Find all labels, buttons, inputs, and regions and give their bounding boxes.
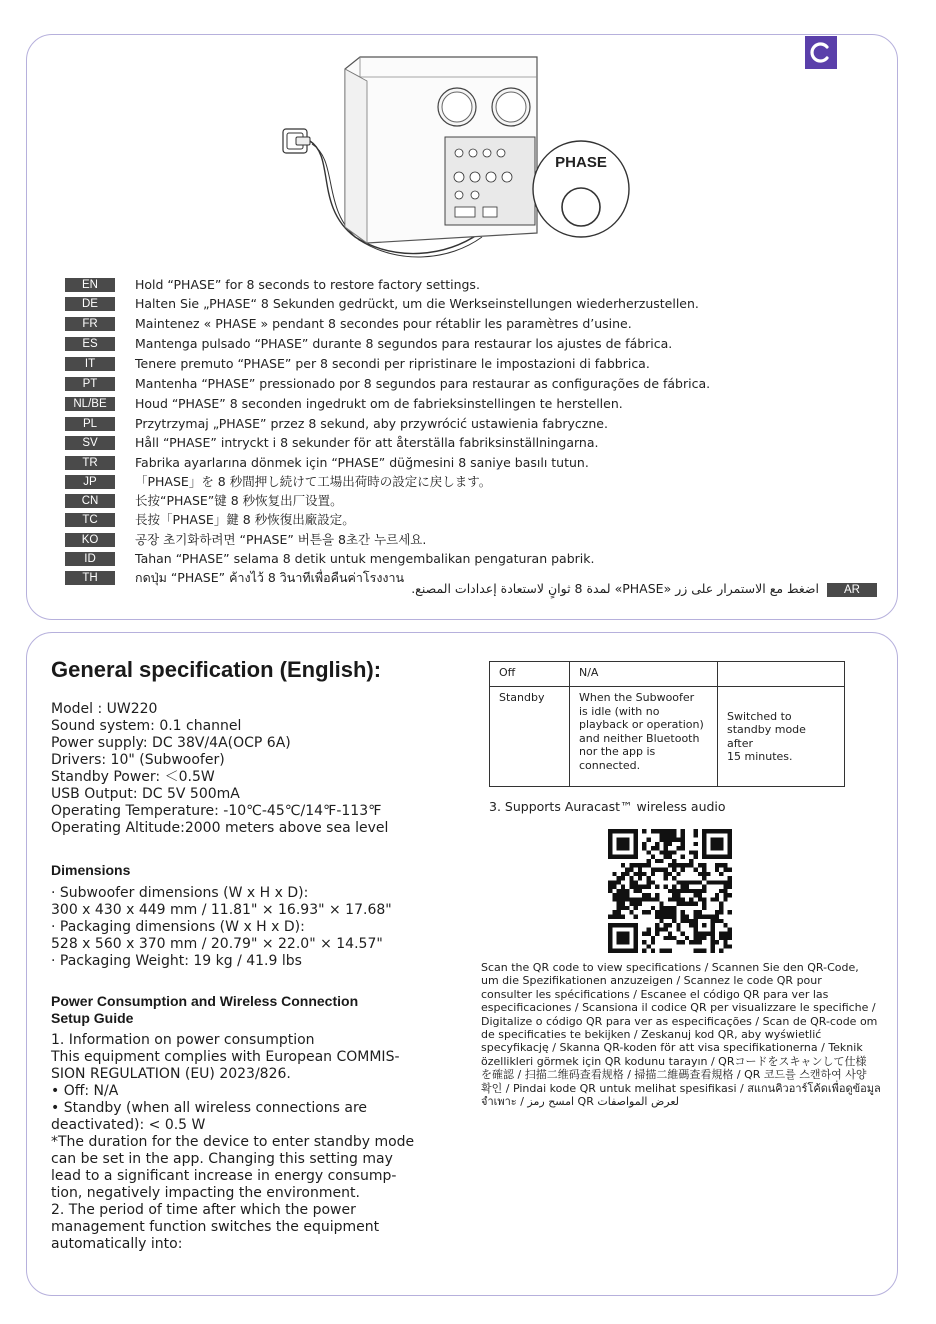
spec-line: USB Output: DC 5V 500mA — [51, 786, 240, 802]
power-line: automatically into: — [51, 1236, 183, 1252]
qr-caption-line: specyfikację / Skanna QR-koden för att visa specifikationerna / Teknik — [481, 1041, 863, 1055]
lang-text: Halten Sie „PHASE“ 8 Sekunden gedrückt, um die Werkseinstellungen wiederherzustellen. — [135, 296, 699, 311]
c-logo-icon — [805, 36, 837, 69]
lang-code: ES — [65, 337, 115, 351]
qr-caption — [481, 961, 881, 1108]
standby-condition-line: nor the app is — [579, 745, 656, 758]
lang-row-tc — [65, 512, 865, 530]
lang-text: 공장 초기화하려면 “PHASE” 버튼을 8초간 누르세요. — [135, 532, 427, 547]
lang-row-nl-be — [65, 396, 865, 414]
qr-caption-line: を確認 / 扫描二维码查看规格 / 掃描二維碼查看規格 / QR 코드를 스캔하여 사양 — [481, 1068, 867, 1082]
lang-text: Maintenez « PHASE » pendant 8 secondes pour rétablir les paramètres d’usine. — [135, 316, 632, 331]
lang-code: SV — [65, 436, 115, 450]
power-consumption-text — [51, 1032, 414, 1253]
dimension-line: · Packaging Weight: 19 kg / 41.9 lbs — [51, 953, 302, 969]
lang-code: IT — [65, 357, 115, 371]
qr-caption-line: especificaciones / Scansiona il codice QR per visualizzare le specifiche / — [481, 1001, 876, 1015]
lang-code: TR — [65, 456, 115, 470]
lang-text: 长按“PHASE”键 8 秒恢复出厂设置。 — [135, 493, 343, 508]
spec-line: Model : UW220 — [51, 701, 158, 717]
qr-caption-line: özellikleri görmek için QR kodunu tarayın / QRコードをスキャンして仕様 — [481, 1054, 867, 1068]
phase-callout-label: PHASE — [555, 154, 607, 171]
lang-row-ar — [411, 581, 877, 599]
lang-code: DE — [65, 297, 115, 311]
spec-line: Power supply: DC 38V/4A(OCP 6A) — [51, 735, 291, 751]
lang-code: PL — [65, 417, 115, 431]
dimension-line: · Subwoofer dimensions (W x H x D): — [51, 885, 309, 901]
power-line: tion, negatively impacting the environment. — [51, 1185, 360, 1201]
phase-button-icon — [562, 188, 600, 226]
standby-result-line: Switched to — [727, 709, 792, 723]
power-line: lead to a significant increase in energy consump- — [51, 1168, 397, 1184]
qr-caption-line: consulter les spécifications / Escanee el código QR para ver las — [481, 987, 829, 1001]
standby-condition-line: connected. — [579, 758, 641, 772]
lang-code: JP — [65, 475, 115, 489]
power-line: • Off: N/A — [51, 1083, 119, 1099]
spec-line: Standby Power: ＜0.5W — [51, 769, 215, 785]
lang-row-en — [65, 277, 865, 295]
factory-reset-panel — [26, 34, 898, 620]
lang-row-sv — [65, 435, 865, 453]
lang-row-ko — [65, 532, 865, 550]
off-value: N/A — [570, 662, 718, 687]
lang-code: TH — [65, 571, 115, 585]
lang-text: Przytrzymaj „PHASE” przez 8 sekund, aby przywrócić ustawienia fabryczne. — [135, 416, 608, 431]
qr-caption-line: Scan the QR code to view specifications / Scannen Sie den QR-Code, — [481, 961, 859, 974]
standby-label: Standby — [490, 687, 570, 787]
lang-code: NL/BE — [65, 397, 115, 411]
qr-caption-line: จำเพาะ / امسح رمز QR لعرض المواصفات — [481, 1094, 679, 1108]
lang-code: TC — [65, 513, 115, 527]
lang-row-fr — [65, 316, 865, 334]
lang-row-cn — [65, 493, 865, 511]
standby-condition-line: is idle (with no — [579, 704, 660, 718]
power-line: can be set in the app. Changing this setting may — [51, 1151, 393, 1167]
lang-row-jp — [65, 474, 865, 492]
standby-condition-line: and neither Bluetooth — [579, 731, 700, 745]
lang-text: 「PHASE」を 8 秒間押し続けて工場出荷時の設定に戻します。 — [135, 474, 492, 489]
subwoofer-illustration — [275, 47, 635, 271]
standby-condition-line: playback or operation) — [579, 718, 704, 731]
power-line: SION REGULATION (EU) 2023/826. — [51, 1066, 291, 1082]
lang-row-es — [65, 336, 865, 354]
off-extra — [718, 662, 845, 687]
lang-code: PT — [65, 377, 115, 391]
lang-text: Håll “PHASE” intryckt i 8 sekunder för att återställa fabriksinställningarna. — [135, 435, 599, 450]
lang-row-pt — [65, 376, 865, 394]
lang-text: Hold “PHASE” for 8 seconds to restore factory settings. — [135, 277, 480, 292]
spec-title: General specification (English): — [51, 657, 382, 682]
lang-code-ar: AR — [827, 583, 877, 597]
power-line: • Standby (when all wireless connections are — [51, 1100, 368, 1116]
qr-caption-line: um die Spezifikationen anzuzeigen / Scannez le code QR pour — [481, 974, 822, 988]
lang-text: กดปุ่ม “PHASE” ค้างไว้ 8 วินาทีเพื่อคืนค่าโรงงาน — [135, 570, 405, 585]
lang-text: Tenere premuto “PHASE” per 8 secondi per ripristinare le impostazioni di fabbrica. — [135, 356, 650, 371]
power-line: 1. Information on power consumption — [51, 1032, 315, 1048]
lang-code: FR — [65, 317, 115, 331]
dimension-line: · Packaging dimensions (W x H x D): — [51, 919, 305, 935]
lang-row-it — [65, 356, 865, 374]
lang-code: ID — [65, 552, 115, 566]
qr-caption-line: Digitalize o código QR para ver as especificações / Scan de QR-code om — [481, 1014, 878, 1028]
lang-text: Fabrika ayarlarına dönmek için “PHASE” düğmesini 8 saniye basılı tutun. — [135, 455, 589, 470]
standby-condition — [570, 687, 718, 787]
qr-caption-line: de specificaties te bekijken / Zeskanuj kod QR, aby wyświetlić — [481, 1027, 822, 1041]
standby-result — [718, 687, 845, 787]
power-heading-line-2: Setup Guide — [51, 1010, 134, 1026]
dimension-line: 300 x 430 x 449 mm / 11.81" × 16.93" × 17.68" — [51, 902, 392, 918]
standby-mode-table — [489, 661, 845, 787]
spec-line: Sound system: 0.1 channel — [51, 718, 242, 734]
power-line: deactivated): < 0.5 W — [51, 1117, 206, 1133]
lang-row-tr — [65, 455, 865, 473]
power-line: 2. The period of time after which the power — [51, 1202, 356, 1218]
lang-text: Tahan “PHASE” selama 8 detik untuk mengembalikan pengaturan pabrik. — [135, 551, 595, 566]
lang-text: Mantenga pulsado “PHASE” durante 8 segundos para restaurar los ajustes de fábrica. — [135, 336, 673, 351]
qr-code-icon — [607, 829, 733, 953]
power-line: This equipment complies with European COMMIS- — [51, 1049, 400, 1065]
lang-text-ar: اضغط مع الاستمرار على زر «PHASE» لمدة 8 ثوانٍ لاستعادة إعدادات المصنع. — [411, 581, 819, 596]
spec-line: Operating Altitude:2000 meters above sea level — [51, 820, 389, 836]
power-line: management function switches the equipment — [51, 1219, 380, 1235]
power-heading-line-1: Power Consumption and Wireless Connection — [51, 993, 359, 1009]
auracast-note: 3. Supports Auracast™ wireless audio — [489, 799, 726, 814]
lang-row-pl — [65, 416, 865, 434]
lang-text: 長按「PHASE」鍵 8 秒恢復出廠設定。 — [135, 512, 355, 527]
standby-result-line: 15 minutes. — [727, 750, 793, 763]
spec-list — [51, 701, 388, 837]
standby-result-line: standby mode after — [727, 723, 806, 750]
lang-row-id — [65, 551, 865, 569]
power-line: *The duration for the device to enter standby mode — [51, 1134, 415, 1150]
lang-code: EN — [65, 278, 115, 292]
lang-code: CN — [65, 494, 115, 508]
lang-text: Mantenha “PHASE” pressionado por 8 segundos para restaurar as configurações de fábrica. — [135, 376, 711, 391]
table-row — [490, 662, 845, 687]
lang-text: Houd “PHASE” 8 seconden ingedrukt om de fabrieksinstellingen te herstellen. — [135, 396, 623, 411]
dimension-line: 528 x 560 x 370 mm / 20.79" × 22.0" × 14.57" — [51, 936, 383, 952]
spec-line: Operating Temperature: -10℃-45℃/14℉-113℉ — [51, 803, 382, 819]
table-row — [490, 687, 845, 787]
off-label: Off — [490, 662, 570, 687]
spec-line: Drivers: 10" (Subwoofer) — [51, 752, 225, 768]
wall-socket-icon — [283, 129, 310, 153]
specification-panel — [26, 632, 898, 1296]
lang-code: KO — [65, 533, 115, 547]
dimensions-list — [51, 885, 392, 970]
standby-condition-line: When the Subwoofer — [579, 691, 695, 704]
qr-caption-line: 확인 / Pindai kode QR untuk melihat spesifikasi / สแกนคิวอาร์โค้ดเพื่อดูข้อมูล — [481, 1081, 881, 1095]
lang-row-de — [65, 296, 865, 314]
dimensions-heading: Dimensions — [51, 862, 131, 878]
